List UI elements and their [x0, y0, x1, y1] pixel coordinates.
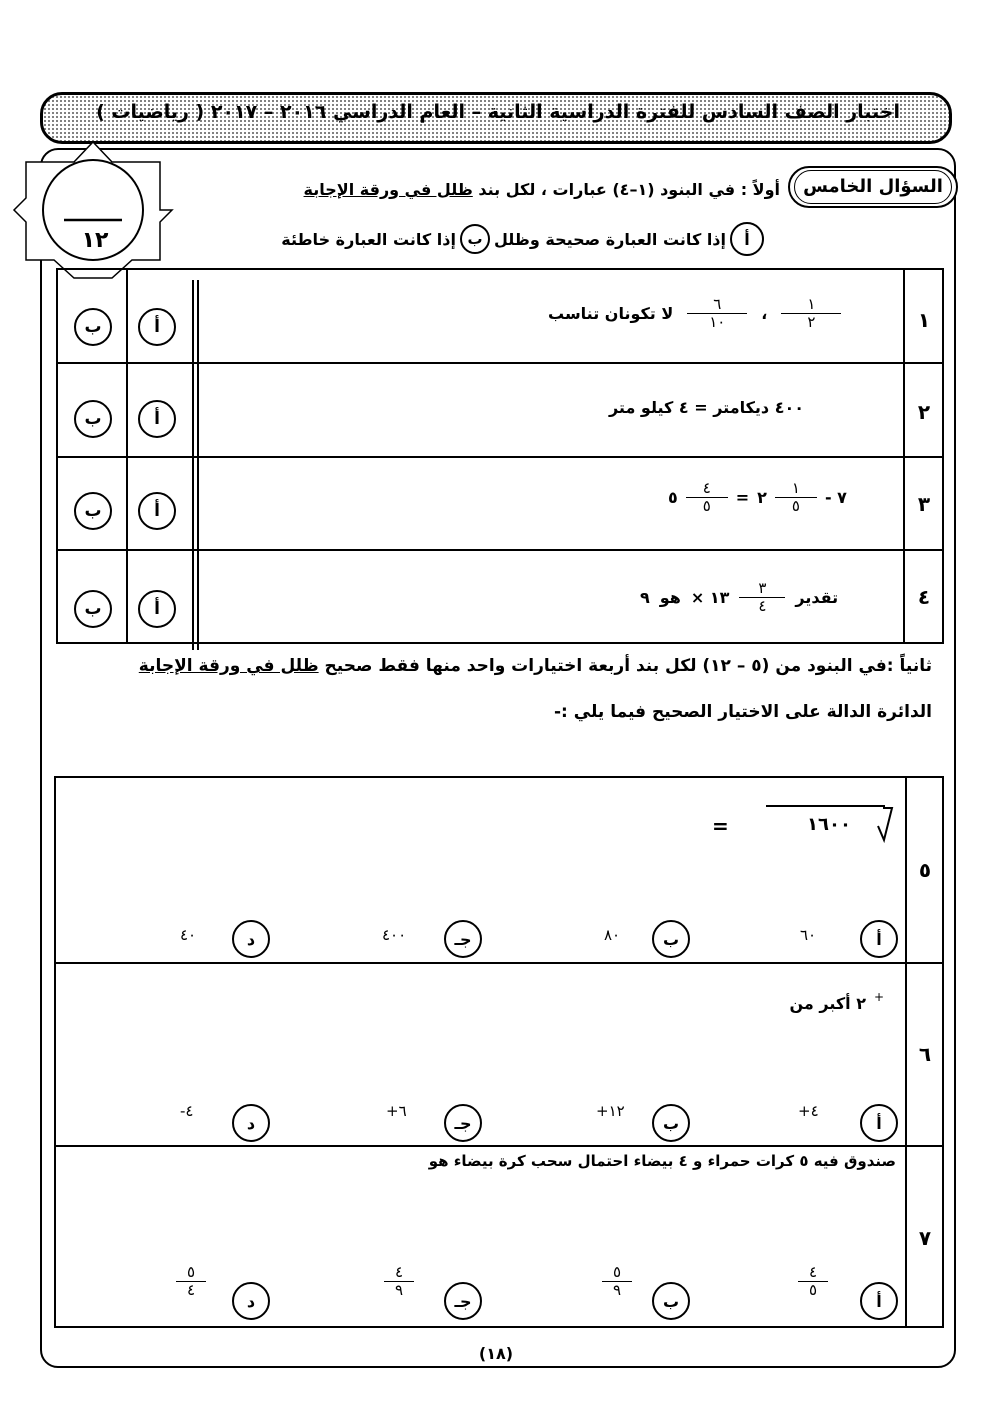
divider [56, 456, 944, 458]
option-c-fraction [384, 1264, 414, 1298]
numerator: ٤ [384, 1264, 414, 1282]
option-c-circle[interactable]: جـ [444, 1282, 482, 1320]
option-a-circle[interactable]: أ [860, 1282, 898, 1320]
option-d-circle[interactable]: د [232, 920, 270, 958]
superscript: + [874, 990, 885, 1004]
option-d-circle[interactable]: د [232, 1104, 270, 1142]
item3-statement [668, 480, 847, 514]
numerator: ١ [775, 480, 817, 498]
option-c-circle[interactable]: جـ [444, 1104, 482, 1142]
numerator: ٤ [798, 1264, 828, 1282]
option-d-circle[interactable]: د [232, 1282, 270, 1320]
numerator: ٦ [687, 296, 747, 314]
part2-intro-underlined: ظلل في ورقة الإجابة [138, 656, 319, 676]
divider [56, 362, 944, 364]
denominator: ٤ [186, 1280, 196, 1299]
answer-true-circle[interactable]: أ [138, 308, 176, 346]
option-a-circle[interactable]: أ [860, 920, 898, 958]
fraction [781, 296, 841, 330]
numerator: ٥ [602, 1264, 632, 1282]
score-value: ١٢ [81, 228, 109, 253]
answer-true-circle[interactable]: أ [138, 590, 176, 628]
answer-false-circle[interactable]: ب [74, 400, 112, 438]
divider [56, 549, 944, 551]
option-b-value: ٨٠ [604, 926, 621, 944]
item4-statement [640, 580, 838, 614]
option-a-circle[interactable]: أ [860, 1104, 898, 1142]
denominator: ١٠ [709, 312, 726, 331]
part2-table [54, 776, 944, 1328]
part1-intro-underlined: ظلل في ورقة الإجابة [303, 180, 473, 199]
answer-false-circle[interactable]: ب [74, 590, 112, 628]
legend-true-text: إذا كانت العبارة صحيحة وظلل [493, 229, 726, 249]
page-number: (١٨) [478, 1344, 514, 1363]
equals: = [735, 487, 750, 507]
option-b-circle[interactable]: ب [652, 1104, 690, 1142]
item-number: ١ [917, 308, 931, 332]
item1-text: لا تكونان تناسب [548, 303, 674, 323]
fraction [775, 480, 817, 514]
radicand: ١٦٠٠ [807, 814, 851, 835]
option-d-value: -٤ [180, 1102, 194, 1120]
item7-stem: صندوق فيه ٥ كرات حمراء و ٤ بيضاء احتمال سحب كرة بيضاء هو [428, 1152, 896, 1170]
fraction [687, 296, 747, 330]
text: هو [659, 587, 681, 607]
item-number: ٣ [917, 492, 931, 516]
item-number: ٢ [917, 400, 931, 424]
denominator: ٥ [702, 496, 711, 515]
answer-false-circle[interactable]: ب [74, 308, 112, 346]
denominator: ٥ [791, 496, 800, 515]
answer-true-circle[interactable]: أ [138, 400, 176, 438]
option-a-fraction [798, 1264, 828, 1298]
equals-sign: = [712, 814, 729, 838]
option-b-circle[interactable]: ب [652, 920, 690, 958]
option-c-circle[interactable]: جـ [444, 920, 482, 958]
text: تقدير [795, 587, 839, 607]
option-d-fraction [176, 1264, 206, 1298]
denominator: ٤ [758, 596, 767, 615]
whole: ٥ [668, 487, 678, 507]
score-seal-icon [12, 140, 174, 282]
legend-false-circle: ب [460, 224, 490, 254]
item2-text: ٤٠٠ ديكامتر = ٤ كيلو متر [608, 398, 804, 417]
whole: ٢ [757, 487, 767, 507]
divider [54, 962, 944, 964]
numerator: ٣ [739, 580, 785, 598]
answer-false-circle[interactable]: ب [74, 492, 112, 530]
option-b-fraction [602, 1264, 632, 1298]
divider [192, 280, 194, 650]
question-badge: السؤال الخامس [794, 170, 952, 204]
legend-false-text: إذا كانت العبارة خاطئة [281, 229, 456, 249]
numerator: ٤ [686, 480, 728, 498]
value: ٩ [640, 587, 650, 607]
option-b-value: +١٢ [596, 1102, 625, 1120]
option-b-circle[interactable]: ب [652, 1282, 690, 1320]
option-d-value: ٤٠ [180, 926, 197, 944]
divider [197, 280, 199, 650]
item6-stem: ٢ أكبر من [789, 994, 866, 1013]
denominator: ٥ [808, 1280, 818, 1299]
fraction [739, 580, 785, 614]
option-c-value: +٦ [386, 1102, 407, 1120]
part1-intro-text: أولاً : في البنود (١–٤) عبارات ، لكل بند [478, 180, 780, 199]
part2-intro-text: ثانياً :في البنود من (٥ – ١٢) لكل بند أربعة اختيارات واحد منها فقط صحيح [324, 656, 932, 676]
fraction [686, 480, 728, 514]
denominator: ٢ [807, 312, 816, 331]
part2-intro [139, 656, 932, 676]
divider [54, 1145, 944, 1147]
item1-statement [548, 296, 841, 330]
option-a-value: ٦٠ [800, 926, 817, 944]
text: × ١٣ [690, 587, 730, 607]
option-a-value: +٤ [798, 1102, 819, 1120]
part2-intro-line2: الدائرة الدالة على الاختيار الصحيح فيما يلي :- [553, 702, 932, 722]
item-number: ٥ [918, 858, 932, 882]
numerator: ١ [781, 296, 841, 314]
separator: ، [761, 303, 768, 323]
item-number: ٧ [918, 1226, 932, 1250]
item-number: ٤ [917, 585, 931, 609]
part1-intro [304, 180, 780, 199]
page-title: اختبار الصف السادس للفترة الدراسية الثانية – العام الدراسي ٢٠١٦ – ٢٠١٧ ( رياضيات ) [96, 101, 900, 123]
denominator: ٩ [394, 1280, 404, 1299]
minuend: ٧ - [824, 487, 847, 507]
option-c-value: ٤٠٠ [382, 926, 407, 944]
denominator: ٩ [612, 1280, 622, 1299]
legend-true-circle: أ [730, 222, 764, 256]
item-number: ٦ [918, 1042, 932, 1066]
answer-true-circle[interactable]: أ [138, 492, 176, 530]
numerator: ٥ [176, 1264, 206, 1282]
part1-legend [281, 222, 764, 256]
